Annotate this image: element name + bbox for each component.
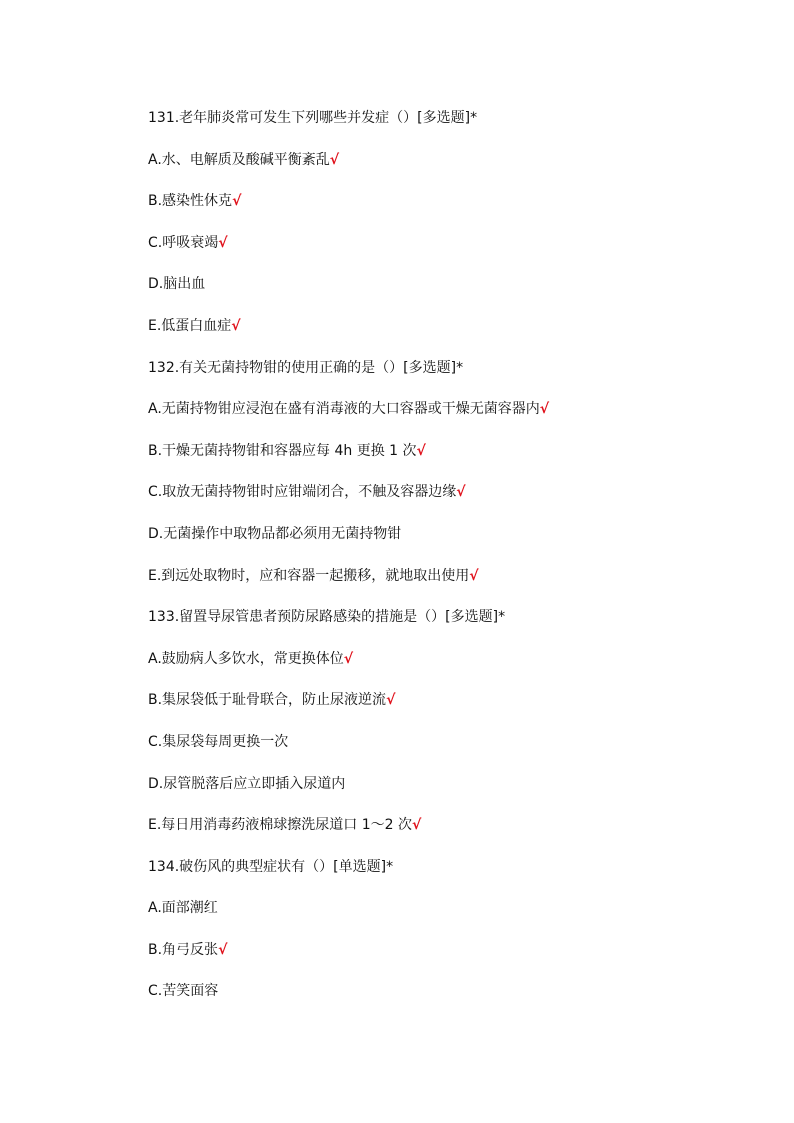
option: A.面部潮红 <box>148 900 218 917</box>
check-mark: √ <box>386 692 396 709</box>
question-stem: 131.老年肺炎常可发生下列哪些并发症（）[多选题]* <box>148 110 478 126</box>
question-list <box>148 107 748 1022</box>
option: D.无菌操作中取物品都必须用无菌持物钳 <box>148 525 402 542</box>
option: E.每日用消毒药液棉球擦洗尿道口 1～2 次√ <box>148 817 422 834</box>
option: E.到远处取物时，应和容器一起搬移，就地取出使用√ <box>148 567 479 584</box>
option: B.感染性休克√ <box>148 193 242 210</box>
option: C.集尿袋每周更换一次 <box>148 733 289 750</box>
check-mark: √ <box>456 484 466 501</box>
check-mark: √ <box>412 817 422 834</box>
option: B.干燥无菌持物钳和容器应每 4h 更换 1 次√ <box>148 442 426 459</box>
question-stem: 132.有关无菌持物钳的使用正确的是（）[多选题]* <box>148 359 464 376</box>
question-stem: 133.留置导尿管患者预防尿路感染的措施是（）[多选题]* <box>148 609 506 626</box>
option: C.呼吸衰竭√ <box>148 234 228 251</box>
check-mark: √ <box>218 941 228 958</box>
option: A.鼓励病人多饮水，常更换体位√ <box>148 650 354 667</box>
check-mark: √ <box>539 401 550 418</box>
option: A.水、电解质及酸碱平衡紊乱√ <box>148 151 340 168</box>
option: C.取放无菌持物钳时应钳端闭合，不触及容器边缘√ <box>148 484 466 501</box>
check-mark: √ <box>329 151 340 168</box>
option: B.角弓反张√ <box>148 941 228 958</box>
check-mark: √ <box>416 442 426 459</box>
check-mark: √ <box>231 317 241 334</box>
option: D.尿管脱落后应立即插入尿道内 <box>148 775 346 792</box>
option: A.无菌持物钳应浸泡在盛有消毒液的大口容器或干燥无菌容器内√ <box>148 401 550 418</box>
check-mark: √ <box>218 234 228 251</box>
option: E.低蛋白血症√ <box>148 317 241 334</box>
check-mark: √ <box>343 650 354 667</box>
question-stem: 134.破伤风的典型症状有（）[单选题]* <box>148 858 394 875</box>
option: C.苦笑面容 <box>148 983 219 1000</box>
option: B.集尿袋低于耻骨联合，防止尿液逆流√ <box>148 692 396 709</box>
check-mark: √ <box>469 567 479 584</box>
option: D.脑出血 <box>148 276 206 293</box>
check-mark: √ <box>232 193 242 210</box>
